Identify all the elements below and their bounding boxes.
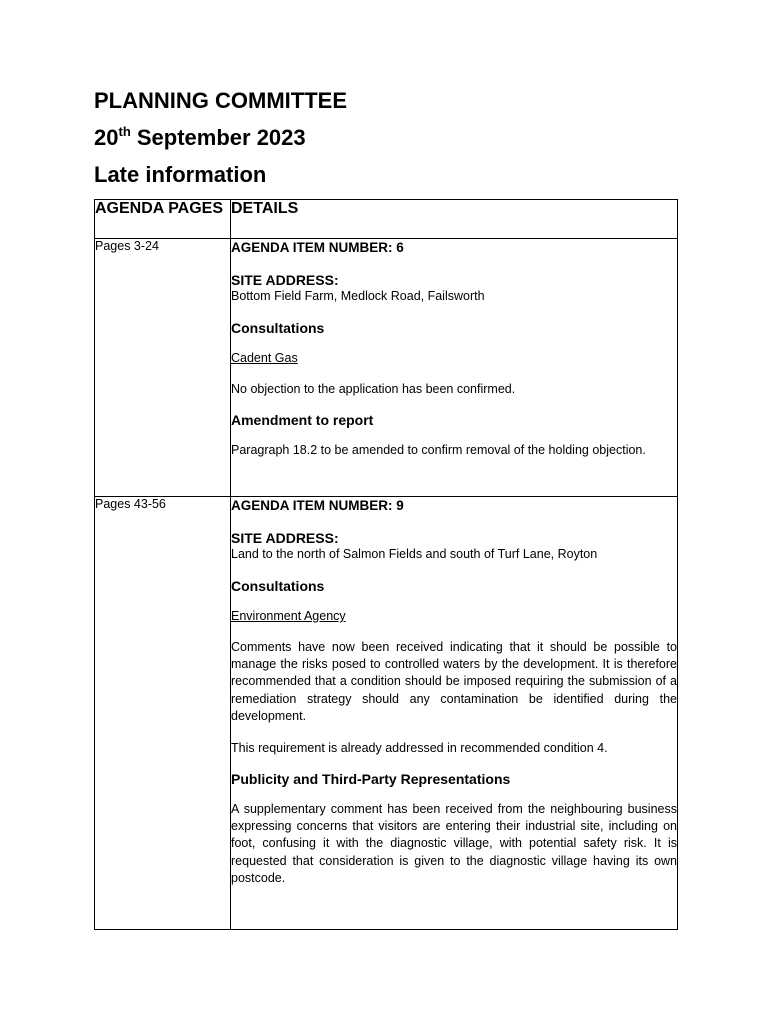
details-cell [231, 497, 678, 930]
agenda-item-number: AGENDA ITEM NUMBER: 9 [231, 498, 404, 513]
consultee-response: Comments have now been received indicating that it should be possible to manage the risks posed to controlled waters by the development. It is therefore recommended that a condition should be imposed requiring the submission of a remediation strategy should any contamination be identified during the development. [231, 640, 677, 723]
subtitle-text: Late information [94, 162, 267, 187]
consultations-heading: Consultations [231, 578, 325, 594]
meeting-date [94, 125, 306, 151]
consultations-heading: Consultations [231, 320, 325, 336]
table-row [95, 239, 678, 497]
title-text: PLANNING COMMITTEE [94, 88, 347, 113]
document-title [94, 88, 347, 114]
site-address-label: SITE ADDRESS: [231, 272, 339, 288]
header-details: DETAILS [231, 200, 678, 239]
date-ordinal-suffix: th [118, 123, 131, 139]
site-address-label: SITE ADDRESS: [231, 530, 339, 546]
consultee-name: Environment Agency [231, 609, 346, 623]
date-month-year: September 2023 [130, 125, 306, 150]
table-header-row [95, 200, 678, 239]
amendment-text: Paragraph 18.2 to be amended to confirm removal of the holding objection. [231, 443, 646, 457]
amendment-heading: Amendment to report [231, 412, 374, 428]
table-row [95, 497, 678, 930]
publicity-heading: Publicity and Third-Party Representations [231, 771, 511, 788]
date-day: 20 [94, 125, 119, 150]
agenda-item-number: AGENDA ITEM NUMBER: 6 [231, 240, 404, 255]
consultee-name: Cadent Gas [231, 351, 298, 365]
header-agenda-pages: AGENDA PAGES [95, 200, 231, 239]
site-address-value: Land to the north of Salmon Fields and south of Turf Lane, Royton [231, 547, 598, 561]
consultee-response-note: This requirement is already addressed in recommended condition 4. [231, 741, 608, 756]
late-information-table [94, 199, 678, 930]
consultee-response: No objection to the application has been confirmed. [231, 382, 516, 396]
agenda-pages-cell: Pages 43-56 [95, 497, 231, 930]
site-address-value: Bottom Field Farm, Medlock Road, Failsworth [231, 289, 485, 303]
details-cell [231, 239, 678, 497]
agenda-pages-cell: Pages 3-24 [95, 239, 231, 497]
publicity-text: A supplementary comment has been received from the neighbouring business expressing concerns that visitors are entering their industrial site, including on foot, confusing it with the diagnostic village, with potential safety risk. It is requested that consideration is given to the diagnostic village having its own postcode. [231, 802, 677, 885]
document-subtitle [94, 162, 266, 188]
